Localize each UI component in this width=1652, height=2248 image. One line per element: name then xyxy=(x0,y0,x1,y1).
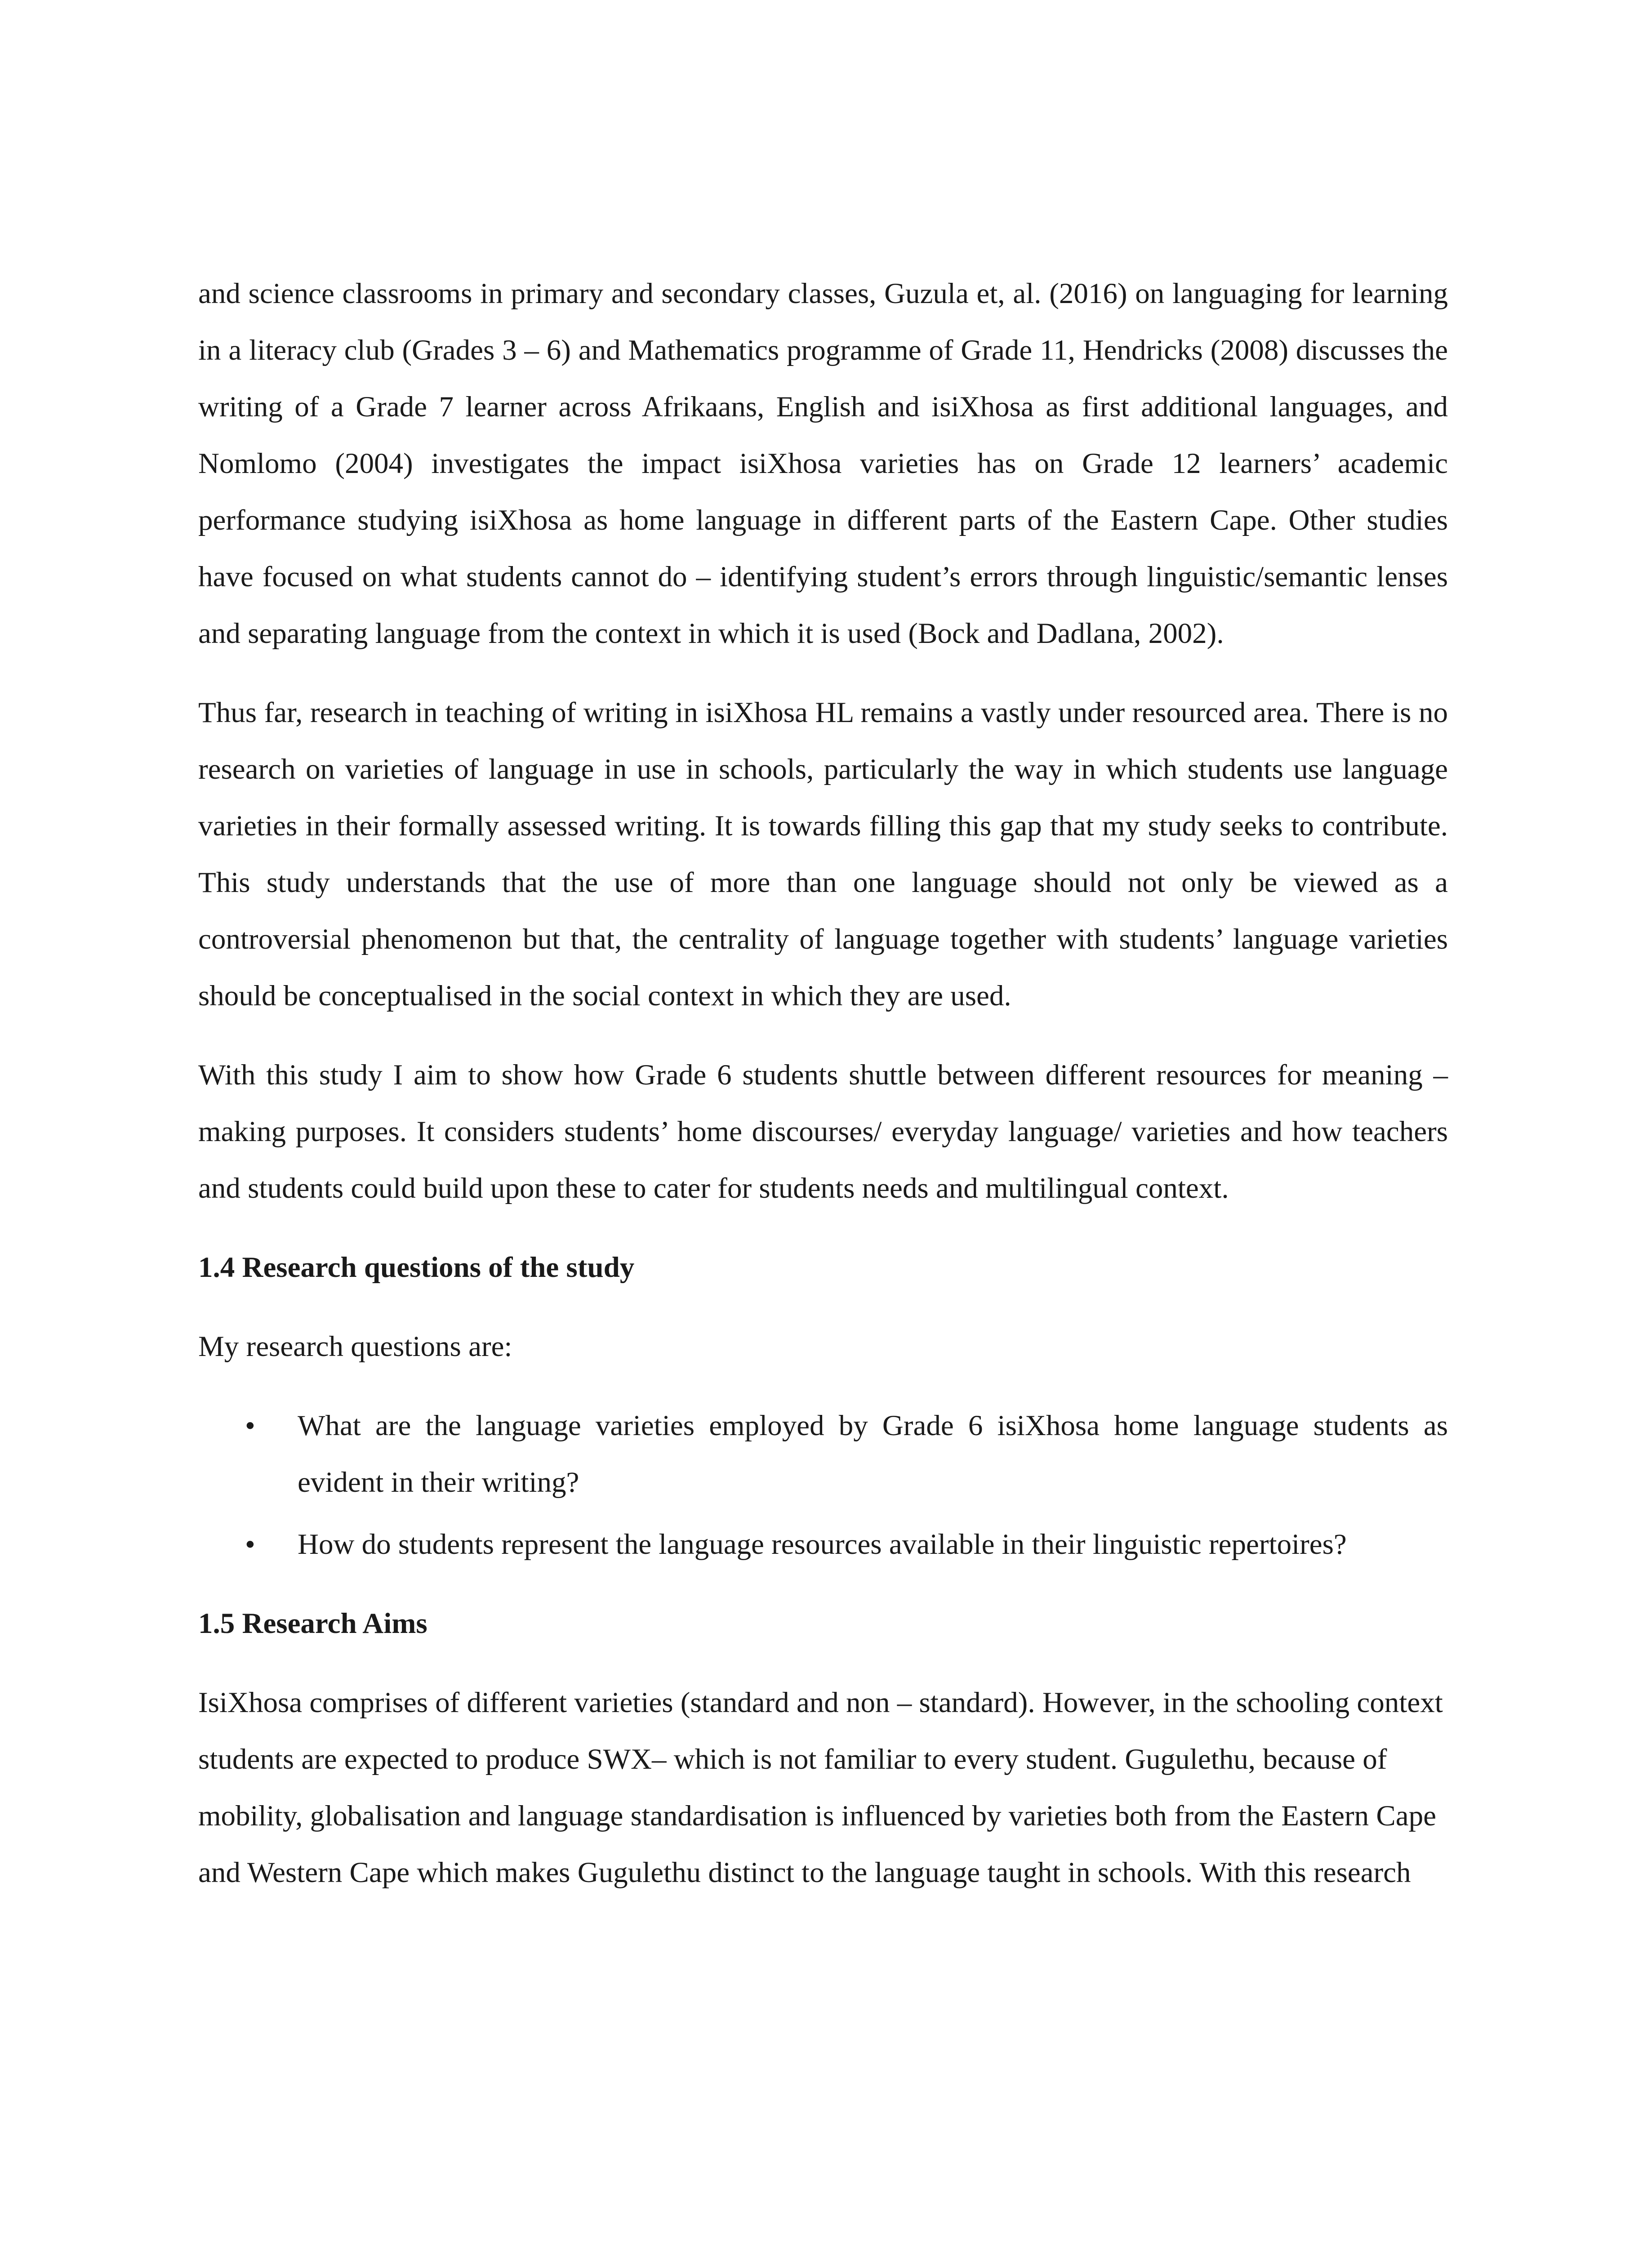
body-paragraph-1: and science classrooms in primary and secondary classes, Guzula et, al. (2016) on languaging for learning in a literacy club (Grades 3 – 6) and Mathematics programme of Grade 11, Hendricks (2008) discusses the writing of a Grade 7 learner across Afrikaans, English and isiXhosa as first additional languages, and Nomlomo (2004) investigates the impact isiXhosa varieties has on Grade 12 learners’ academic performance studying isiXhosa as home language in different parts of the Eastern Cape. Other studies have focused on what students cannot do – identifying student’s errors through linguistic/semantic lenses and separating language from the context in which it is used (Bock and Dadlana, 2002). xyxy=(198,277,1448,650)
research-questions-list xyxy=(198,1397,1448,1573)
research-question-text: What are the language varieties employed by Grade 6 isiXhosa home language students as evident in their writing? xyxy=(298,1409,1448,1499)
list-item xyxy=(198,1516,1448,1573)
bullet-icon: • xyxy=(245,1409,255,1442)
body-paragraph-3: With this study I aim to show how Grade 6 students shuttle between different resources for meaning – making purposes. It considers students’ home discourses/ everyday language/ varieties and how teachers and students could build upon these to cater for students needs and multilingual context. xyxy=(198,1059,1448,1204)
section-heading-research-questions: 1.4 Research questions of the study xyxy=(198,1251,635,1284)
list-item xyxy=(198,1397,1448,1511)
document-page xyxy=(198,265,1448,1923)
research-questions-intro: My research questions are: xyxy=(198,1330,512,1363)
research-aims-paragraph: IsiXhosa comprises of different varieties (standard and non – standard). However, in the schooling context students are expected to produce SWX– which is not familiar to every student. Gugulethu, because of mobility, globalisation and language standardisation is influenced by varieties both from the Eastern Cape and Western Cape which makes Gugulethu distinct to the language taught in schools. With this research xyxy=(198,1686,1443,1889)
bullet-icon: • xyxy=(245,1528,255,1561)
section-heading-research-aims: 1.5 Research Aims xyxy=(198,1607,427,1640)
body-paragraph-2: Thus far, research in teaching of writing in isiXhosa HL remains a vastly under resourced area. There is no research on varieties of language in use in schools, particularly the way in which students use language varieties in their formally assessed writing. It is towards filling this gap that my study seeks to contribute. This study understands that the use of more than one language should not only be viewed as a controversial phenomenon but that, the centrality of language together with students’ language varieties should be conceptualised in the social context in which they are used. xyxy=(198,696,1448,1012)
research-question-text: How do students represent the language resources available in their linguistic repertoires? xyxy=(298,1528,1347,1561)
